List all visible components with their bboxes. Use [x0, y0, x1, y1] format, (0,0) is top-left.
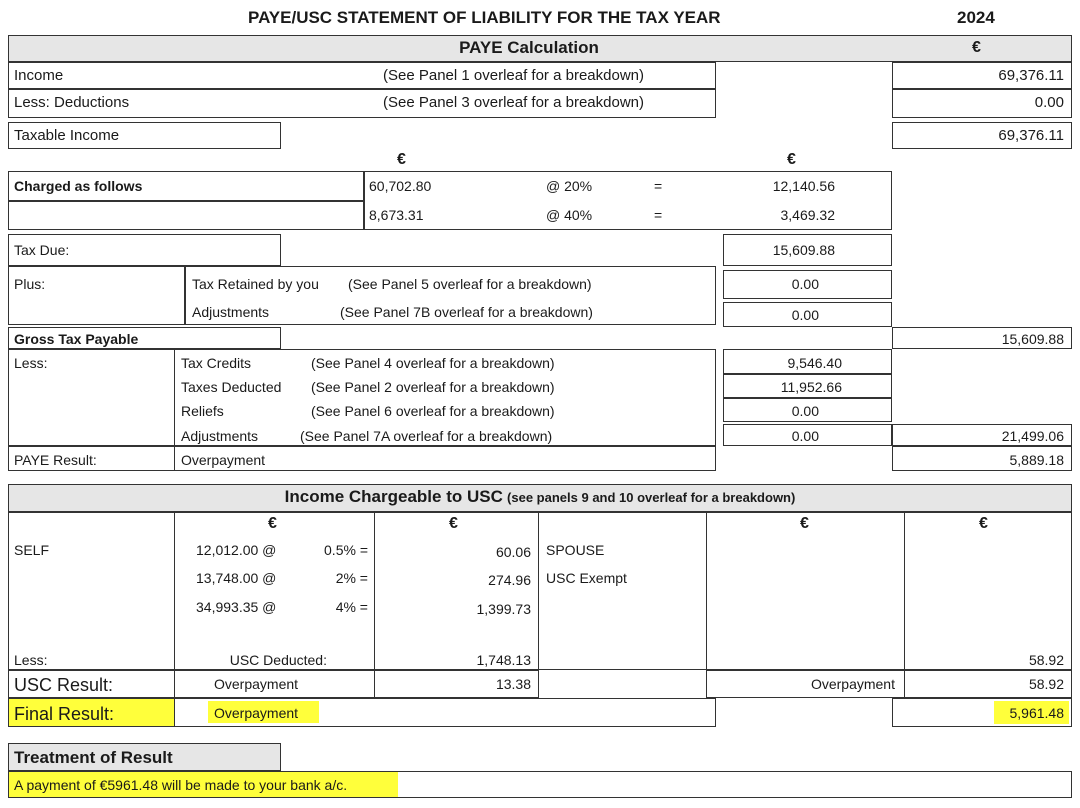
usc-result-label: USC Result:	[14, 675, 114, 695]
usc-body	[8, 512, 1072, 670]
tax-due-label: Tax Due:	[14, 242, 70, 258]
usc-spouse-result-text: Overpayment	[810, 676, 895, 692]
band-rate: @ 40%	[546, 207, 593, 223]
usc-spouse-note: USC Exempt	[546, 570, 627, 586]
less-item-note: (See Panel 7A overleaf for a breakdown)	[300, 428, 553, 444]
tax-due-value: 15,609.88	[772, 242, 835, 258]
euro-symbol: €	[800, 515, 809, 532]
treatment-text: A payment of €5961.48 will be made to your bank a/c.	[14, 777, 348, 793]
paye-section-title: PAYE Calculation	[459, 38, 599, 57]
retained-note: (See Panel 5 overleaf for a breakdown)	[348, 276, 592, 292]
less-item-label: Adjustments	[181, 428, 259, 444]
retained-value: 0.00	[791, 276, 819, 292]
charged-blank-box	[8, 201, 364, 230]
less-item-note: (See Panel 4 overleaf for a breakdown)	[311, 355, 555, 371]
usc-band-rate: 0.5% =	[324, 542, 368, 558]
treatment-title: Treatment of Result	[14, 748, 173, 767]
usc-spouse-result-value: 58.92	[1028, 676, 1064, 692]
column-divider	[904, 512, 905, 670]
euro-symbol: €	[449, 515, 458, 532]
less-item-note: (See Panel 6 overleaf for a breakdown)	[311, 403, 555, 419]
deductions-note: (See Panel 3 overleaf for a breakdown)	[383, 94, 644, 111]
euro-symbol: €	[787, 151, 796, 168]
band-tax: 12,140.56	[772, 178, 835, 194]
taxable-value: 69,376.11	[998, 127, 1064, 144]
band-equals: =	[654, 207, 663, 223]
usc-deducted-label: USC Deducted:	[229, 652, 327, 668]
usc-spouse-label: SPOUSE	[546, 542, 605, 558]
income-value: 69,376.11	[998, 67, 1064, 84]
less-item-label: Tax Credits	[181, 355, 252, 371]
column-divider	[174, 698, 175, 727]
less-item-value: 0.00	[791, 428, 819, 444]
band-equals: =	[654, 178, 663, 194]
column-divider	[174, 349, 175, 446]
final-result-label: Final Result:	[14, 704, 115, 724]
column-divider	[538, 512, 539, 670]
usc-self-label: SELF	[14, 542, 50, 558]
adjustments-value: 0.00	[791, 307, 819, 323]
paye-result-value: 5,889.18	[1009, 452, 1064, 468]
usc-band-amount: 34,993.35 @	[196, 599, 277, 615]
less-item-note: (See Panel 2 overleaf for a breakdown)	[311, 379, 555, 395]
statement-title: PAYE/USC STATEMENT OF LIABILITY FOR THE TAX YEAR	[248, 8, 721, 27]
column-divider	[174, 512, 175, 670]
column-divider	[706, 512, 707, 670]
usc-subtitle: (see panels 9 and 10 overleaf for a breakdown)	[507, 490, 796, 505]
band-rate: @ 20%	[546, 178, 593, 194]
less-item-label: Taxes Deducted	[181, 379, 282, 395]
paye-result-label: PAYE Result:	[14, 452, 97, 468]
income-label: Income	[14, 67, 64, 84]
usc-spouse-deducted-value: 58.92	[1028, 652, 1064, 668]
usc-band-rate: 2% =	[335, 570, 368, 586]
column-divider	[374, 512, 375, 670]
band-amount: 60,702.80	[369, 178, 432, 194]
charged-label: Charged as follows	[14, 178, 143, 194]
column-divider	[174, 446, 175, 471]
less-label: Less:	[14, 355, 48, 371]
retained-label: Tax Retained by you	[192, 276, 319, 292]
adjustments-note: (See Panel 7B overleaf for a breakdown)	[340, 304, 593, 320]
taxable-label: Taxable Income	[14, 127, 120, 144]
euro-symbol: €	[397, 151, 406, 168]
usc-result-value: 13.38	[495, 676, 531, 692]
deductions-label: Less: Deductions	[14, 94, 130, 111]
final-result-text: Overpayment	[214, 705, 299, 721]
income-note: (See Panel 1 overleaf for a breakdown)	[383, 67, 644, 84]
adjustments-label: Adjustments	[192, 304, 270, 320]
usc-title: Income Chargeable to USC	[284, 487, 503, 506]
euro-symbol: €	[972, 39, 981, 56]
euro-symbol: €	[979, 515, 988, 532]
less-item-label: Reliefs	[181, 403, 224, 419]
final-result-value: 5,961.48	[1009, 705, 1064, 721]
usc-band-value: 1,399.73	[476, 601, 531, 617]
usc-result-text: Overpayment	[214, 676, 299, 692]
usc-band-value: 60.06	[495, 544, 531, 560]
usc-title-line	[8, 488, 1072, 507]
tax-year: 2024	[957, 8, 995, 27]
paye-result-row	[8, 446, 716, 471]
less-item-value: 11,952.66	[780, 379, 842, 395]
band-amount: 8,673.31	[369, 207, 424, 223]
deductions-value: 0.00	[1034, 94, 1064, 111]
gross-label: Gross Tax Payable	[14, 331, 139, 347]
usc-deducted-value: 1,748.13	[476, 652, 531, 668]
usc-less-label: Less:	[14, 652, 48, 668]
less-total: 21,499.06	[1001, 428, 1064, 444]
less-item-value: 9,546.40	[787, 355, 842, 371]
euro-symbol: €	[268, 515, 277, 532]
plus-label: Plus:	[14, 276, 46, 292]
paye-result-text: Overpayment	[181, 452, 266, 468]
usc-band-amount: 13,748.00 @	[196, 570, 277, 586]
column-divider	[174, 670, 175, 698]
usc-band-value: 274.96	[488, 572, 531, 588]
gross-value: 15,609.88	[1001, 331, 1064, 347]
less-item-value: 0.00	[791, 403, 819, 419]
usc-band-rate: 4% =	[335, 599, 368, 615]
band-tax: 3,469.32	[780, 207, 835, 223]
usc-band-amount: 12,012.00 @	[196, 542, 277, 558]
column-divider	[374, 670, 375, 698]
